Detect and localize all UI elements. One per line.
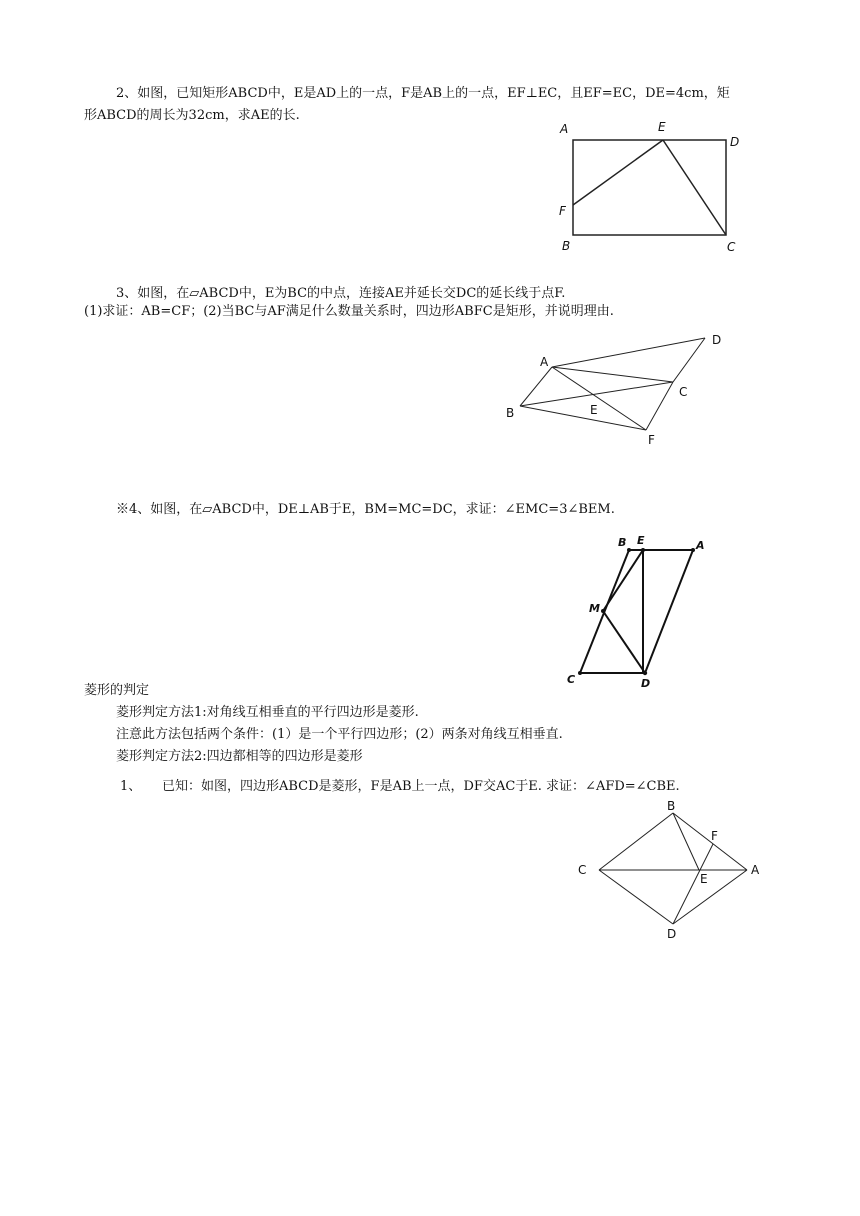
- label-c: C: [578, 863, 587, 877]
- label-f: F: [559, 204, 566, 218]
- problem-3-line-1: 3、如图，在▱ABCD中，E为BC的中点，连接AE并延长交DC的延长线于点F.: [116, 286, 566, 301]
- label-f: F: [711, 829, 718, 843]
- section-title: 菱形的判定: [84, 683, 150, 698]
- label-b: B: [618, 536, 627, 549]
- method-2: 菱形判定方法2:四边都相等的四边形是菱形: [116, 749, 363, 764]
- label-e: E: [700, 872, 708, 886]
- problem-2-line-1: 2、如图，已知矩形ABCD中，E是AD上的一点，F是AB上的一点，EF⊥EC，且EF=EC，DE=4cm，矩: [116, 86, 730, 101]
- label-a: A: [560, 122, 569, 136]
- label-a: A: [751, 863, 760, 877]
- label-d: D: [641, 677, 651, 690]
- label-f: F: [648, 433, 655, 447]
- label-b: B: [506, 406, 515, 420]
- problem-3-line-2: (1)求证：AB=CF；(2)当BC与AF满足什么数量关系时，四边形ABFC是矩形，并说明理由.: [84, 304, 614, 319]
- rhombus-problem-text: 已知：如图，四边形ABCD是菱形，F是AB上一点，DF交AC于E. 求证：∠AFD=∠CBE.: [162, 779, 680, 794]
- label-c: C: [567, 673, 576, 686]
- label-d: D: [730, 135, 740, 149]
- label-e: E: [590, 403, 598, 417]
- label-b: B: [562, 239, 571, 253]
- label-m: M: [589, 602, 600, 615]
- label-d: D: [712, 333, 722, 347]
- label-e: E: [658, 120, 666, 134]
- method-1: 菱形判定方法1:对角线互相垂直的平行四边形是菱形.: [116, 705, 419, 720]
- label-a: A: [696, 539, 705, 552]
- method-1-note: 注意此方法包括两个条件：(1）是一个平行四边形；(2）两条对角线互相垂直.: [116, 727, 563, 742]
- label-c: C: [679, 385, 688, 399]
- label-c: C: [727, 240, 736, 254]
- label-b: B: [667, 799, 676, 813]
- label-e: E: [637, 534, 645, 547]
- label-a: A: [540, 355, 549, 369]
- problem-2-line-2: 形ABCD的周长为32cm，求AE的长.: [84, 108, 300, 123]
- label-d: D: [667, 927, 677, 941]
- problem-4-line-1: ※4、如图，在▱ABCD中，DE⊥AB于E，BM=MC=DC，求证：∠EMC=3∠BEM.: [116, 502, 615, 517]
- rhombus-problem-number: 1、: [120, 779, 142, 794]
